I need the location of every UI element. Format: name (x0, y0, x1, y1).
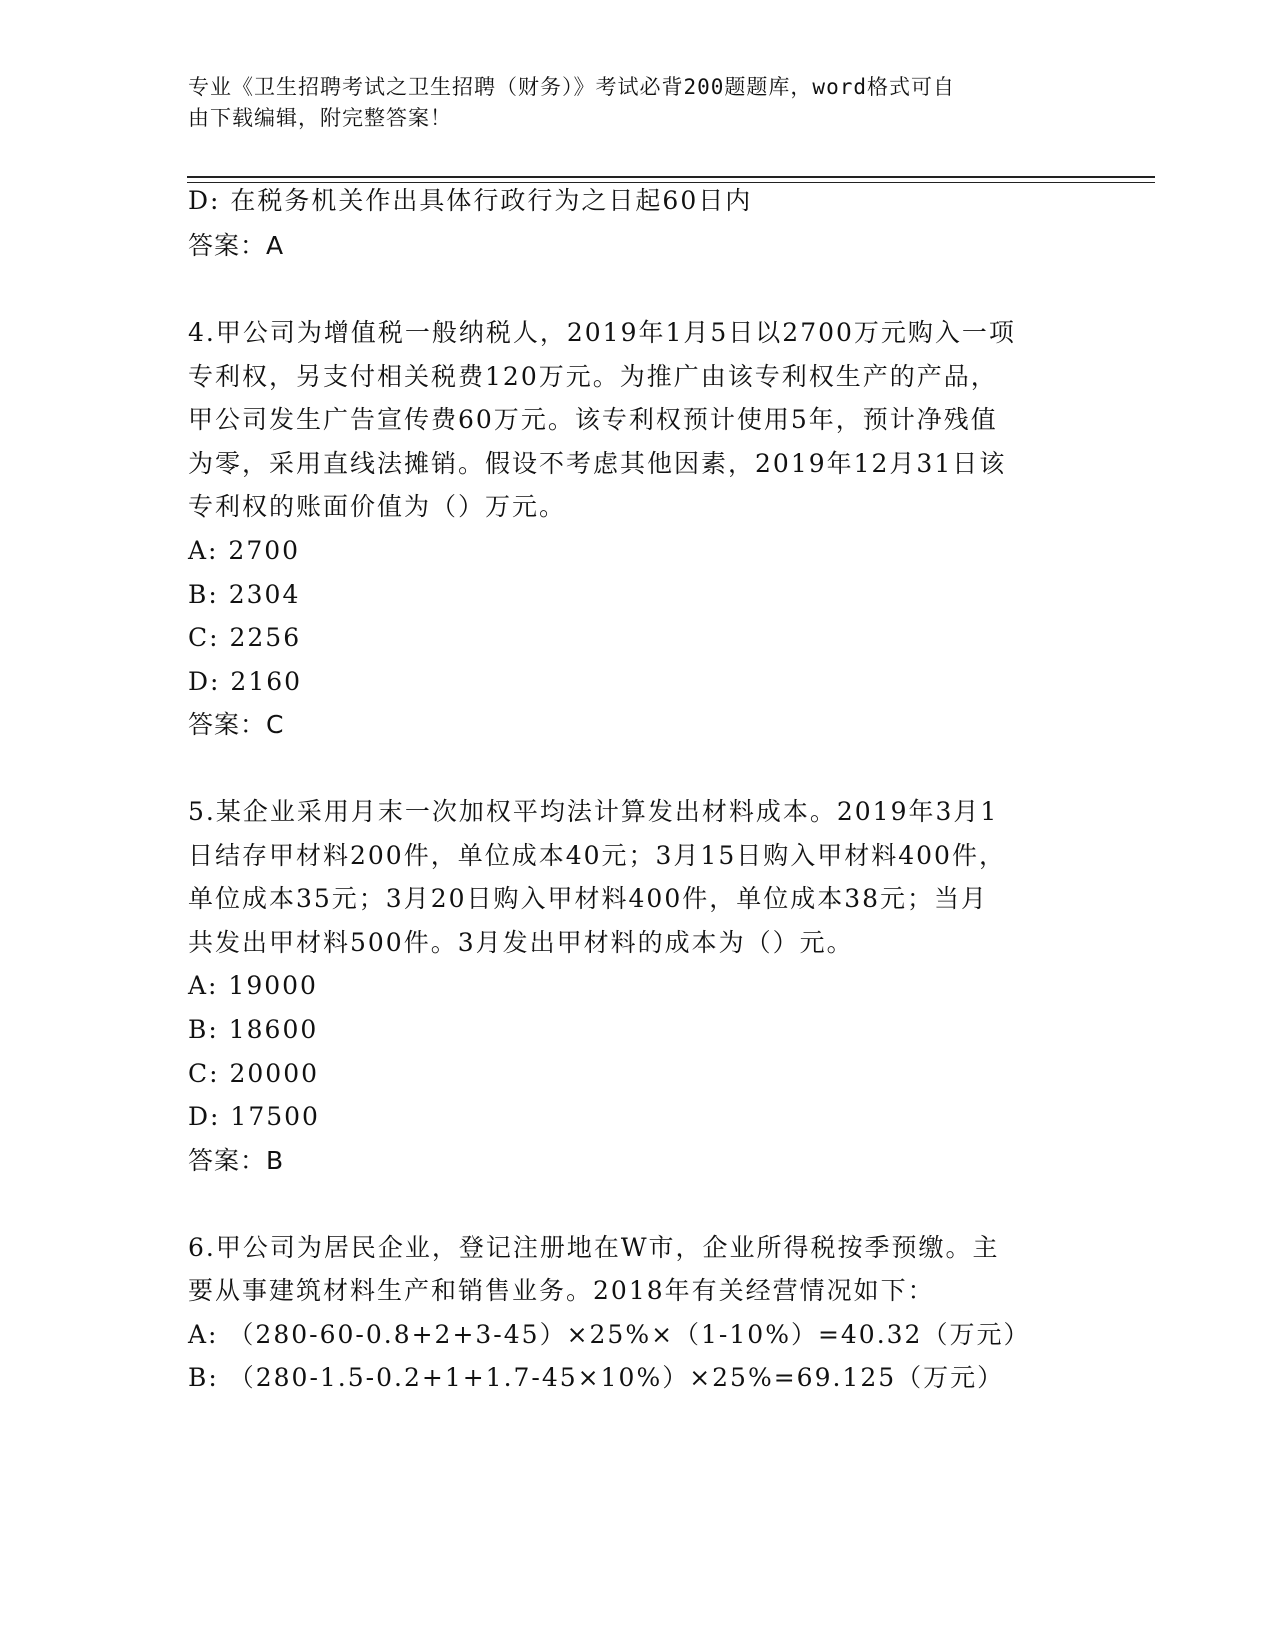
q3-option-d: D: 在税务机关作出具体行政行为之日起60日内 (188, 186, 753, 215)
q5-stem-line: 单位成本35元；3月20日购入甲材料400件，单位成本38元；当月 (188, 884, 989, 913)
q4-stem-line: 专利权，另支付相关税费120万元。为推广由该专利权生产的产品， (188, 362, 998, 391)
q5-option-b: B: 18600 (188, 1015, 319, 1044)
q4-stem-line: 甲公司发生广告宣传费60万元。该专利权预计使用5年，预计净残值 (188, 405, 998, 434)
header-divider-thick (187, 176, 1155, 178)
q6-option-a: A: （280-60-0.8+2+3-45）×25%×（1-10%）=40.32（万元） (188, 1320, 1031, 1349)
q5-option-d: D: 17500 (188, 1102, 320, 1131)
q4-stem-line: 专利权的账面价值为（）万元。 (188, 492, 567, 521)
q4-option-a: A: 2700 (188, 536, 301, 565)
q6-option-b: B: （280-1.5-0.2+1+1.7-45×10%）×25%=69.125（万元） (188, 1363, 1005, 1392)
header-title-line-1: 专业《卫生招聘考试之卫生招聘（财务）》考试必背200题题库，word格式可自 (188, 75, 955, 99)
q5-stem-line: 5.某企业采用月末一次加权平均法计算发出材料成本。2019年3月1 (188, 797, 999, 826)
q4-option-b: B: 2304 (188, 580, 301, 609)
q6-stem-line: 6.甲公司为居民企业，登记注册地在W市，企业所得税按季预缴。主 (188, 1233, 1000, 1262)
q5-answer: 答案：B (188, 1146, 285, 1175)
q3-answer: 答案：A (188, 231, 285, 260)
q5-option-c: C: 20000 (188, 1059, 320, 1088)
q5-option-a: A: 19000 (188, 971, 318, 1000)
header-divider-thin (187, 182, 1155, 183)
q4-stem-line: 4.甲公司为增值税一般纳税人，2019年1月5日以2700万元购入一项 (188, 318, 1016, 347)
q5-stem-line: 共发出甲材料500件。3月发出甲材料的成本为（）元。 (188, 928, 854, 957)
q4-answer: 答案：C (188, 710, 285, 739)
q4-option-c: C: 2256 (188, 623, 302, 652)
q4-stem-line: 为零，采用直线法摊销。假设不考虑其他因素，2019年12月31日该 (188, 449, 1007, 478)
q5-stem-line: 日结存甲材料200件，单位成本40元；3月15日购入甲材料400件， (188, 841, 1006, 870)
q4-option-d: D: 2160 (188, 667, 303, 696)
q6-stem-line: 要从事建筑材料生产和销售业务。2018年有关经营情况如下： (188, 1276, 935, 1305)
document-header (188, 72, 1068, 134)
header-title-line-2: 由下载编辑，附完整答案！ (188, 106, 452, 130)
